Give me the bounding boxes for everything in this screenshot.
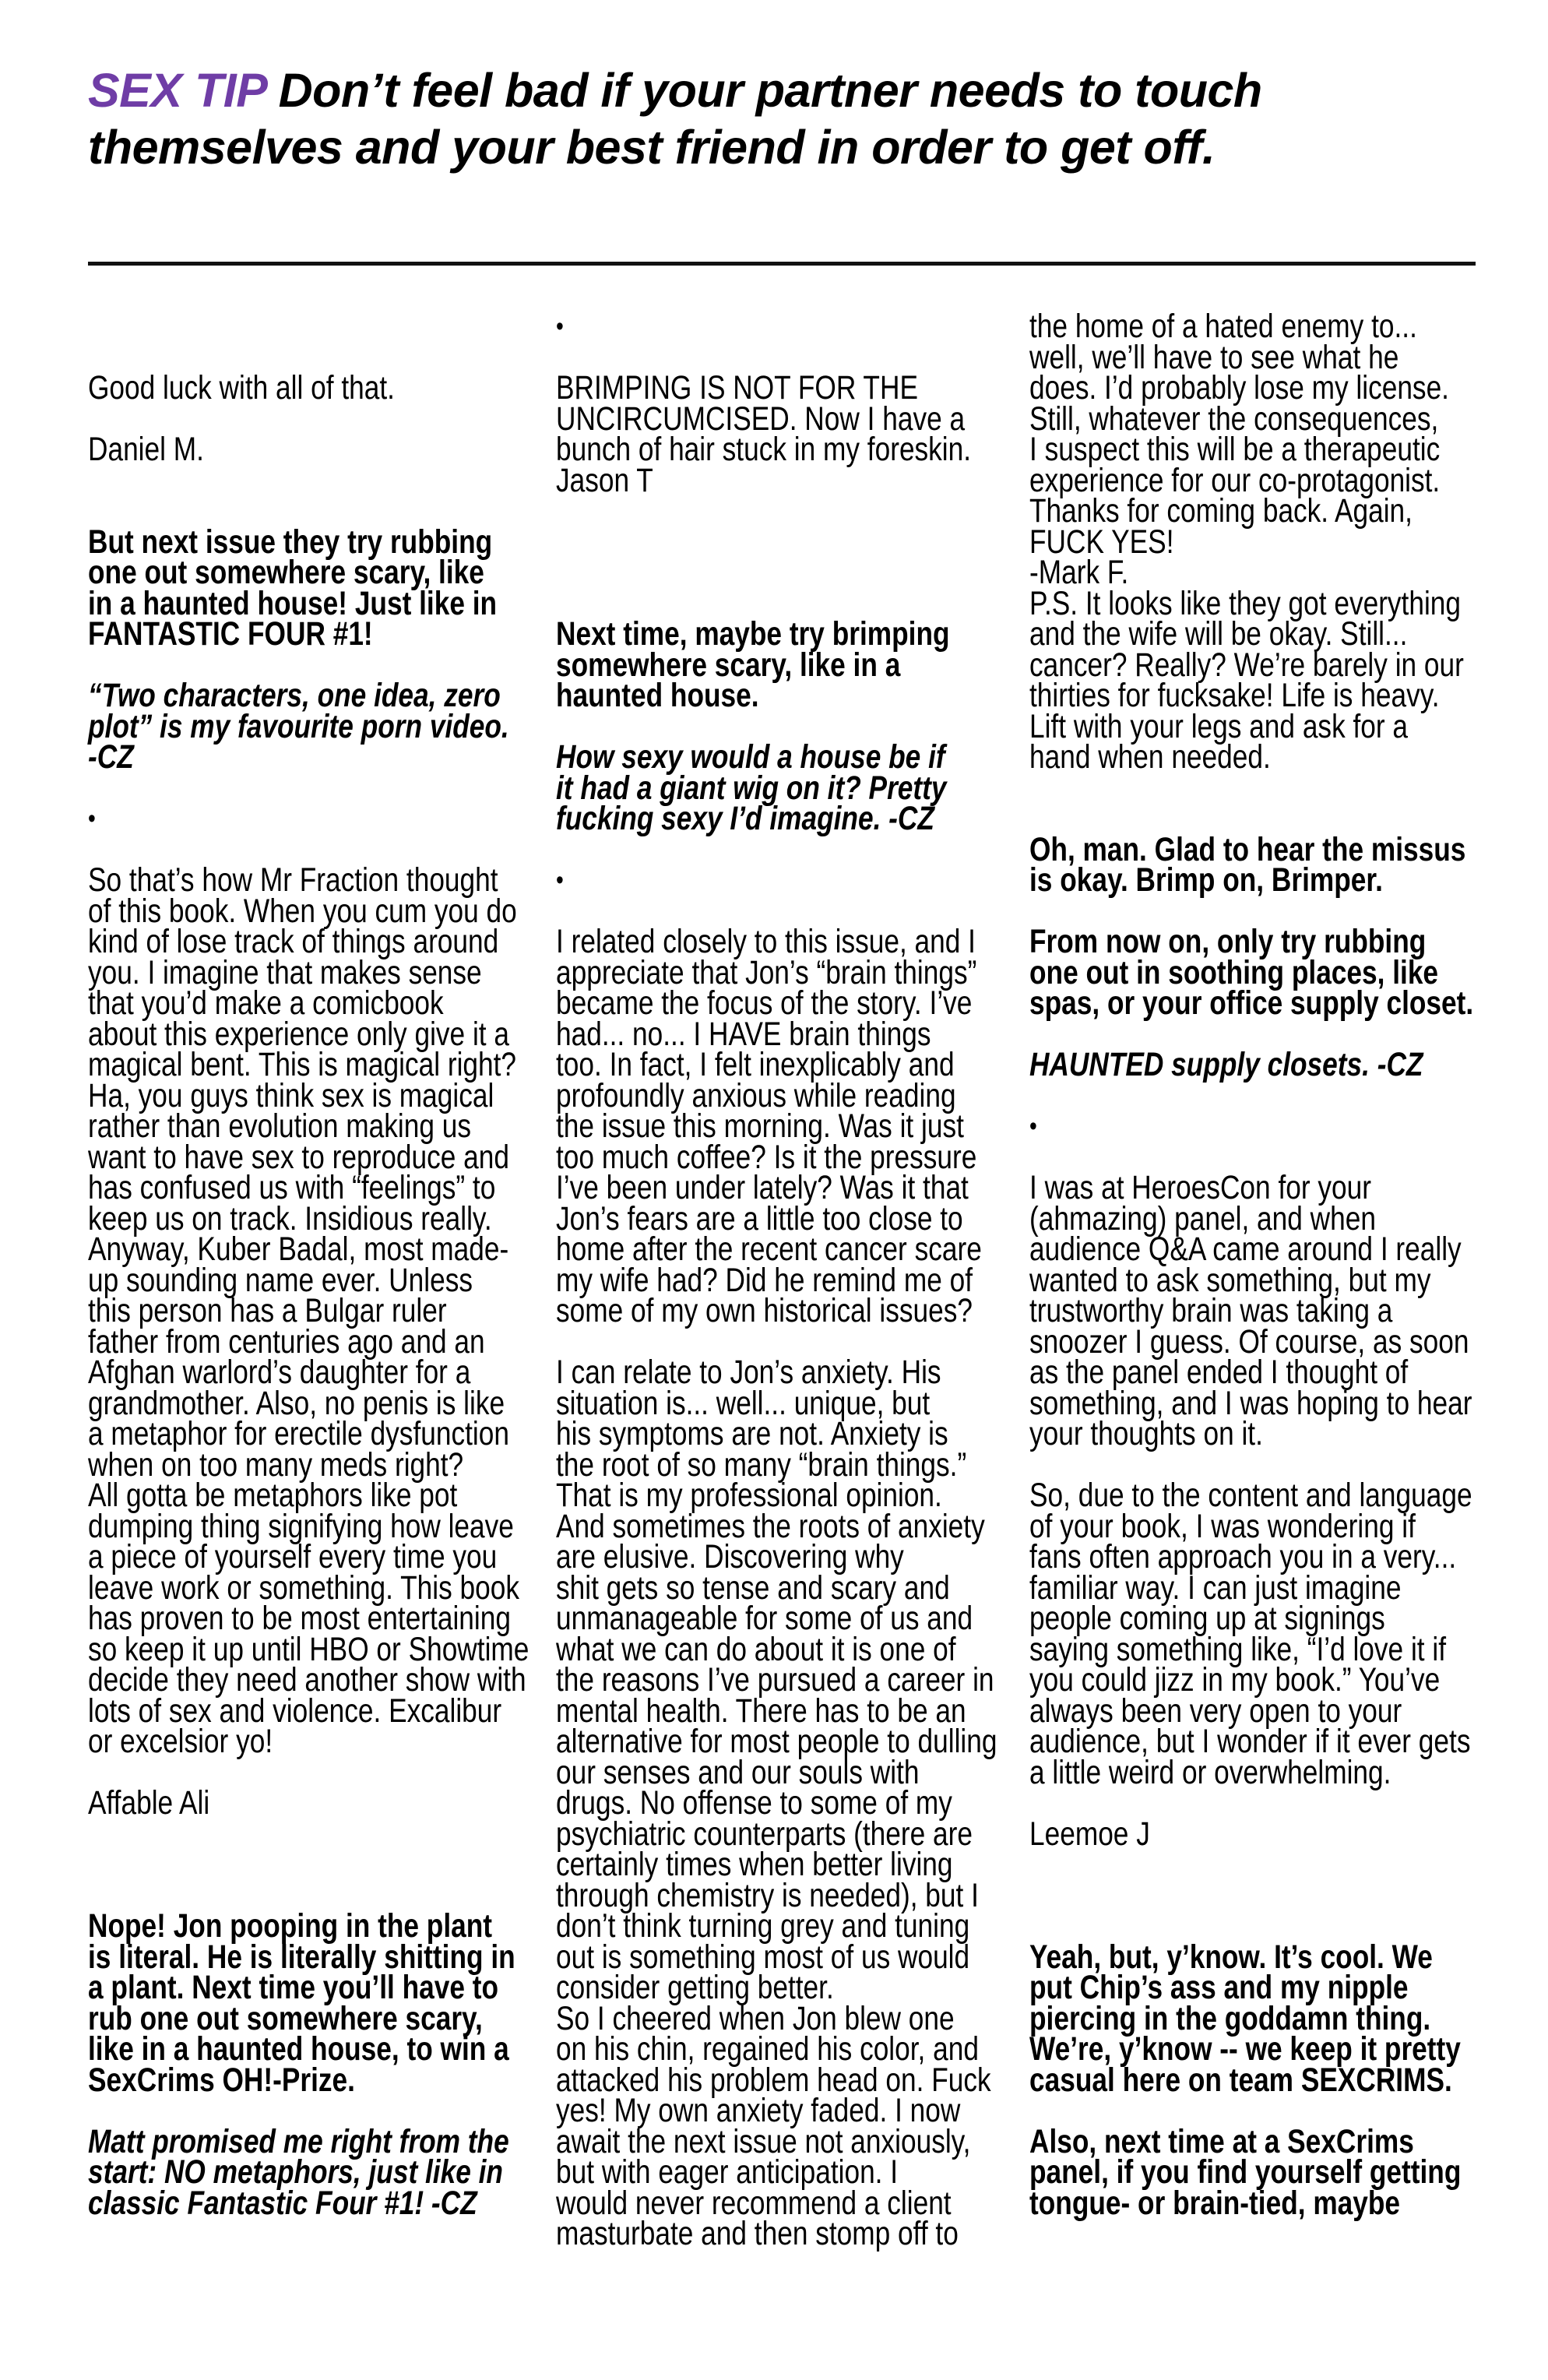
editor-response: Nope! Jon pooping in the plant is literal. He is literally shitting in a plant. Next time you’ll have to rub one out somewhere scary, like in a haunted house, to win a SexCrims OH!-Prize. [88,1907,515,2099]
editor-aside: HAUNTED supply closets. -CZ [1029,1046,1423,1083]
spacer [1029,1850,1476,1942]
letter-text: Leemoe J [1029,1815,1150,1853]
separator-bullet: • [88,804,96,833]
letter-text: I related closely to this issue, and I appreciate that Jon’s “brain things” became the focus of the story. I’ve had... no... I HAVE brain things too. In fact, I felt inexplicably and profoundly anxious while reading the issue this morning. Was it just too much coffee? Is it the pressure I’ve been under lately? Was it that Jon’s fears are a little too close to home after the recent cancer scare my wife had? Did he remind me of some of my own historical issues? [556,923,982,1329]
letter-text: I was at HeroesCon for your (ahmazing) panel, and when audience Q&A came around I really wanted to ask something, but my trustworthy brain was taking a snoozer I guess. Of course, as soon as the panel ended I thought of something, and I was hoping to hear your thoughts on it. [1029,1169,1472,1452]
letter-text: So that’s how Mr Fraction thought of this book. When you cum you do kind of lose track of things around you. I imagine that makes sense that you’d make a comicbook about this experience only give it a magical bent. This is magical right? Ha, you guys think sex is magical rather than evolution making us want to have sex to reproduce and has confused us with “feelings” to keep us on track. Insidious really. Anyway, Kuber Badal, most made- up sounding name ever. Unless this person has a Bulgar ruler father from centuries ago and an Afghan warlord’s daughter for a grandmother. Also, no penis is like a metaphor for erectile dysfunction when on too many meds right? All gotta be metaphors like pot dumping thing signifying how leave a piece of yourself every time you leave work or something. This book has proven to be most entertaining so keep it up until HBO or Showtime decide they need another show with lots of sex and violence. Excalibur or excelsior yo! [88,861,529,1760]
separator-bullet: • [556,865,564,895]
editor-response: From now on, only try rubbing one out in soothing places, like spas, or your office supply closet. [1029,923,1474,1022]
sex-tip-label: SEX TIP [88,64,266,117]
editor-response: Oh, man. Glad to hear the missus is okay. Brimp on, Brimper. [1029,830,1466,899]
letter-text: I can relate to Jon’s anxiety. His situation is... well... unique, but his symptoms are not. Anxiety is the root of so many “brain things.” That is my professional opinion. And sometimes the roots of anxiety are elusive. Discovering why shit gets so tense and scary and unmanageable for some of us and what we can do about it is one of the reasons I’ve pursued a career in mental health. There has to be an alternative for most people to dulling our senses and our souls with drugs. No offense to some of my psychiatric counterparts (there are certainly times when better living through chemistry is needed), but I don’t think turning grey and tuning out is something most of us would consider getting better. So I cheered when Jon blew one on his chin, regained his color, and attacked his problem head on. Fuck yes! My own anxiety faded. I now await the next issue not anxiously, but with eager anticipation. I would never recommend a client masturbate and then stomp off to [556,1354,997,2252]
letter-text: Good luck with all of that. [88,369,395,407]
text-column-2 [556,312,1003,2250]
separator-bullet: • [1029,1111,1037,1141]
spacer [1029,773,1476,835]
separator-bullet: • [556,312,564,341]
spacer [88,466,535,527]
spacer [1029,1081,1476,1112]
editor-aside: Matt promised me right from the start: NO metaphors, just like in classic Fantastic Four #1! -CZ [88,2122,509,2222]
editor-aside: “Two characters, one idea, zero plot” is my favourite porn video. -CZ [88,677,509,776]
header-spacer [266,64,278,117]
text-column-1 [88,312,535,2222]
editor-response: But next issue they try rubbing one out somewhere scary, like in a haunted house! Just like in FANTASTIC FOUR #1! [88,523,498,653]
spacer [556,835,1003,866]
text-column-3 [1029,308,1476,2222]
editor-response: Also, next time at a SexCrims panel, if you find yourself getting tongue- or brain-tied, maybe [1029,2122,1462,2222]
letter-text: Daniel M. [88,431,204,468]
sex-tip-header [88,62,1490,176]
spacer [1029,1788,1476,1819]
spacer [556,496,1003,619]
header-divider-rule [88,262,1476,266]
letter-text: Affable Ali [88,1784,210,1822]
spacer [1029,2096,1476,2127]
spacer [88,1819,535,1912]
spacer [88,773,535,804]
editor-response: Next time, maybe try brimping somewhere scary, like in a haunted house. [556,615,950,714]
letter-text: the home of a hated enemy to... well, we’ll have to see what he does. I’d probably lose my license. Still, whatever the consequences, I suspect this will be a therapeutic experience for our co-protagonist. Thanks for coming back. Again, FUCK YES! -Mark F. P.S. It looks like they got everything and the wife will be okay. Still... cancer? Really? We’re barely in our thirties for fucksake! Life is heavy. Lift with your legs and ask for a hand when needed. [1029,308,1464,776]
letter-text: BRIMPING IS NOT FOR THE UNCIRCUMCISED. Now I have a bunch of hair stuck in my foreskin. Jason T [556,369,972,499]
editor-aside: How sexy would a house be if it had a giant wig on it? Pretty fucking sexy I’d imagine. -CZ [556,738,947,837]
sex-tip-text: Don’t feel bad if your partner needs to touch themselves and your best friend in order to get off. [88,64,1262,174]
letter-text: So, due to the content and language of your book, I was wondering if fans often approach you in a very... familiar way. I can just imagine people coming up at signings saying something like, “I’d love it if you could jizz in my book.” You’ve always been very open to your audience, but I wonder if it ever gets a little weird or overwhelming. [1029,1477,1472,1791]
spacer [88,312,535,373]
spacer [88,2096,535,2127]
editor-response: Yeah, but, y’know. It’s cool. We put Chip’s ass and my nipple piercing in the goddamn thing. We’re, y’know -- we keep it pretty casual here on team SEXCRIMS. [1029,1938,1461,2099]
